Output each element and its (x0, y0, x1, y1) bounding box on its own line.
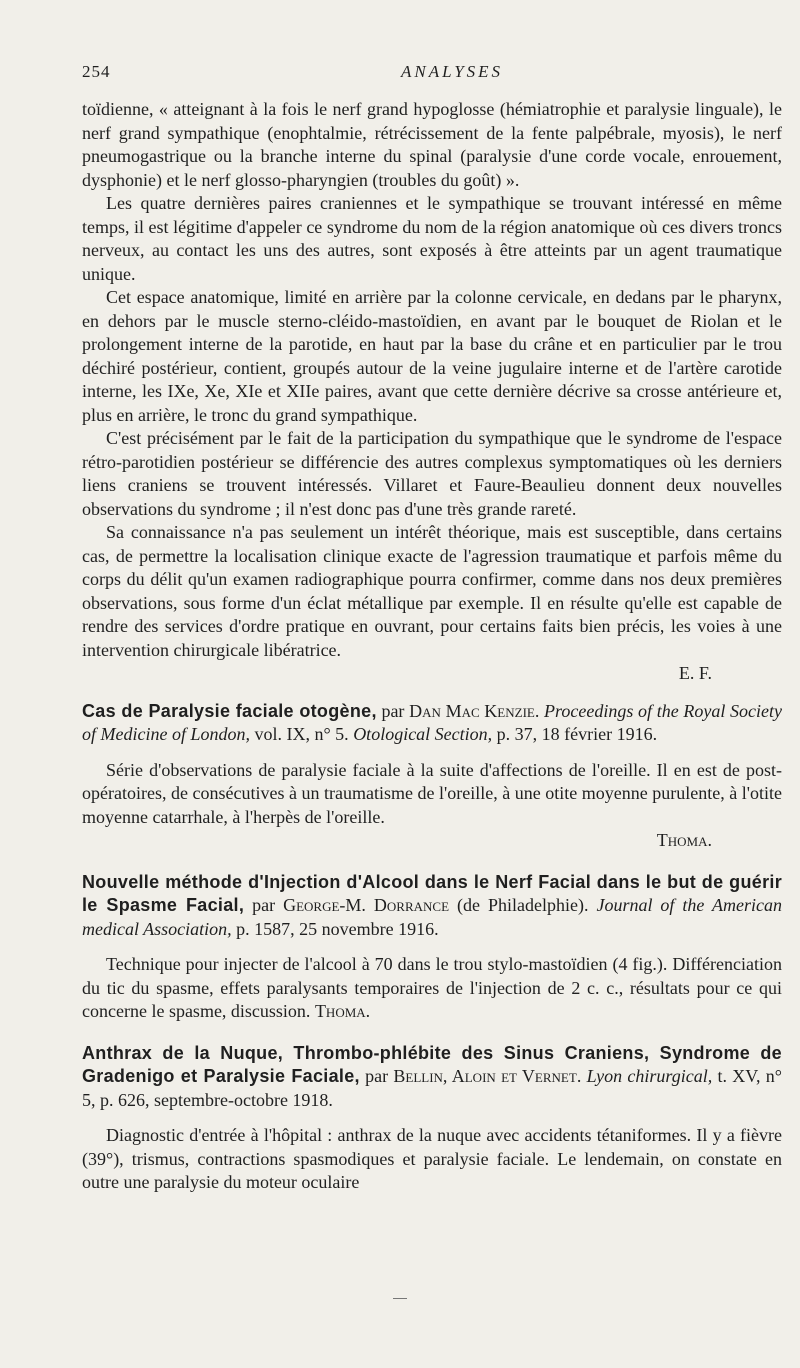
page-header (82, 62, 782, 86)
paragraph-4: C'est précisément par le fait de la participation du sympathique que le syndrome de l'espace rétro-parotidien postérieur se différencie des autres complexus symptomatiques où les derniers liens craniens se trouvent intéressés. Villaret et Faure-Beaulieu donnent deux nouvelles observations du syndrome ; il n'est donc pas d'une très grande rareté. (82, 428, 782, 519)
entry-3-title: Anthrax de la Nuque, Thrombo-phlébite des Sinus Craniens, Syndrome de Gradenigo et Paralysie Faciale, (82, 1042, 782, 1086)
signature-ef: E. F. (678, 663, 712, 683)
paragraph-1: toïdienne, « atteignant à la fois le nerf grand hypoglosse (hémiatrophie et paralysie linguale), le nerf grand sympathique (enophtalmie, rétrécissement de la fente palpébrale, myosis), le nerf pneumogastrique ou la branche interne du spinal (paralysie d'une corde vocale, enrouement, dysphonie) et le nerf glosso-pharyngien (troubles du goût) ». (82, 99, 782, 190)
abstract-entry-3: Anthrax de la Nuque, Thrombo-phlébite des Sinus Craniens, Syndrome de Gradenigo et Paralysie Faciale, par Bellin, Aloin et Vernet. Lyon chirurgical, t. XV, n° 5, p. 626, septembre-octobre 1918. Diagnostic d'entrée à l'hôpital : anthrax de la nuque avec accidents tétaniformes. Il y a fièvre (39°), trismus, contractions spasmodiques et paralysie faciale. Le lendemain, on constate en outre une paralysie du moteur oculaire (82, 1042, 782, 1195)
page-number: 254 (82, 62, 111, 81)
paragraph-2: Les quatre dernières paires craniennes et le sympathique se trouvant intéressé en même temps, il est légitime d'appeler ce syndrome du nom de la région anatomique où ces divers troncs nerveux, au contact les uns des autres, sont exposés à être atteints par un agent traumatique unique. (82, 193, 782, 284)
entry-1-title: Cas de Paralysie faciale otogène, (82, 700, 377, 721)
entry-3-author: Bellin, Aloin et Vernet. (393, 1066, 582, 1086)
running-title: ANALYSES (400, 62, 504, 81)
entry-2-signature: Thoma. (314, 1001, 371, 1021)
entry-1-journal: Proceedings of the Royal Society of Medicine of London, (82, 700, 782, 744)
entry-2-author: George-M. Dorrance (283, 895, 450, 915)
abstract-entry-2: Nouvelle méthode d'Injection d'Alcool dans le Nerf Facial dans le but de guérir le Spasme Facial, par George-M. Dorrance (de Philadelphie). Journal of the American medical Association, p. 1587, 25 novembre 1916. Technique pour injecter de l'alcool à 70 dans le trou stylo-mastoïdien (4 fig.). Différenciation du tic du spasme, effets paralysants temporaires de l'injection de 2 c. c., résultats pour ce qui concerne le spasme, discussion. Thoma. (82, 871, 782, 1024)
entry-3-text: Diagnostic d'entrée à l'hôpital : anthrax de la nuque avec accidents tétaniformes. Il y a fièvre (39°), trismus, contractions spasmodiques et paralysie faciale. Le lendemain, on constate en outre une paralysie du moteur oculaire (82, 1125, 782, 1192)
entry-1-text: Série d'observations de paralysie faciale à la suite d'affections de l'oreille. Il en est de post-opératoires, de consécutives à un traumatisme de l'oreille, à une otite moyenne purulente, à l'otite moyenne catarrhale, à l'herpès de l'oreille. (82, 759, 782, 827)
entry-2-text: Technique pour injecter de l'alcool à 70 dans le trou stylo-mastoïdien (4 fig.). Différenciation du tic du spasme, effets paralysants temporaires de l'injection de 2 c. c., résultats pour ce qui concerne le spasme, discussion. Thoma. (82, 954, 782, 1021)
page-body (82, 98, 782, 1195)
entry-2-journal: Journal of the American medical Association, (82, 895, 783, 939)
entry-1-author: Dan Mac Kenzie. (409, 700, 540, 721)
paragraph-3: Cet espace anatomique, limité en arrière par la colonne cervicale, en dedans par le pharynx, en dehors par le muscle sterno-cléido-mastoïdien, en avant par le bouquet de Riolan et le prolongement interne de la parotide, en haut par la base du crâne et en particulier par le trou déchiré postérieur, contient, groupés autour de la veine jugulaire interne et de l'artère carotide interne, les IXe, Xe, XIe et XIIe paires, avant que cette dernière décrive sa crosse antérieure et, plus en arrière, le tronc du grand sympathique. (82, 287, 782, 425)
print-mark (393, 1298, 407, 1299)
entry-3-journal: Lyon chirurgical, (586, 1066, 713, 1086)
entry-2-title: Nouvelle méthode d'Injection d'Alcool dans le Nerf Facial dans le but de guérir le Spasme Facial, (82, 871, 782, 915)
entry-1-signature: Thoma. (656, 830, 712, 850)
abstract-entry-1: Cas de Paralysie faciale otogène, par Dan Mac Kenzie. Proceedings of the Royal Society of Medicine of London, vol. IX, n° 5. Otological Section, p. 37, 18 février 1916. Série d'observations de paralysie faciale à la suite d'affections de l'oreille. Il en est de post-opératoires, de consécutives à un traumatisme de l'oreille, à une otite moyenne purulente, à l'otite moyenne catarrhale, à l'herpès de l'oreille. Thoma. (82, 700, 782, 850)
paragraph-5: Sa connaissance n'a pas seulement un intérêt théorique, mais est susceptible, dans certains cas, de permettre la localisation clinique exacte de l'agression traumatique et parfois même du corps du délit qu'un examen radiographique pourra confirmer, comme dans nos deux premières observations, sous forme d'un éclat métallique par exemple. Il en résulte qu'elle est capable de rendre des services d'ordre pratique en ouvrant, pour certains faits bien précis, les voies à une intervention chirurgicale libératrice. (82, 522, 782, 660)
